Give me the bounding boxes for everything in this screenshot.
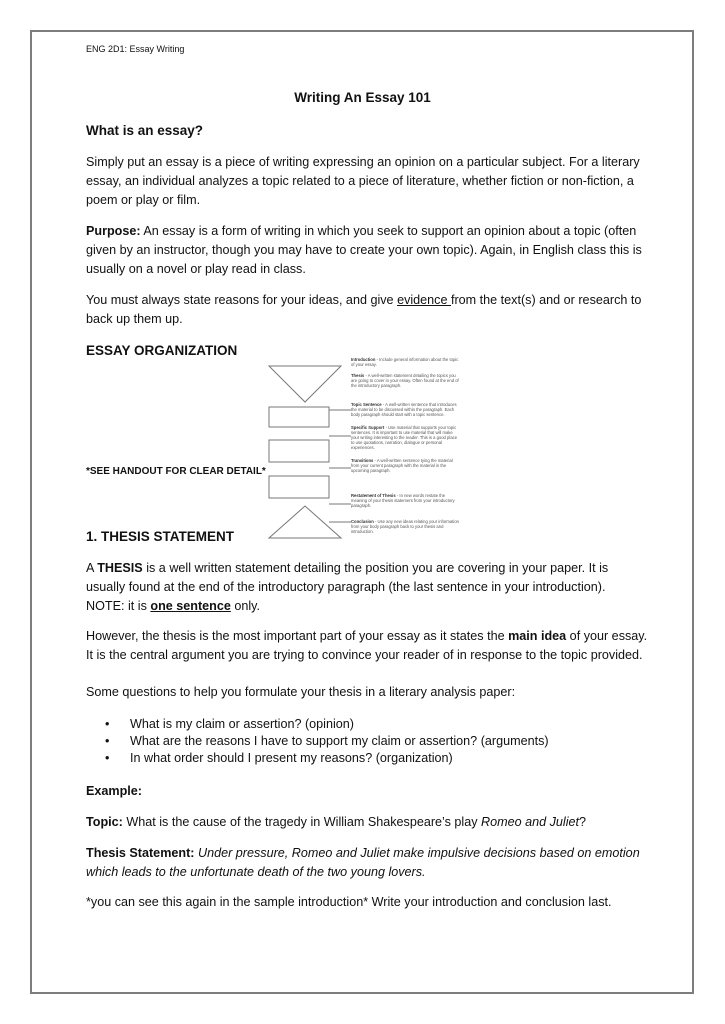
topic-line: Topic: What is the cause of the tragedy in William Shakespeare’s play Romeo and Juliet? bbox=[86, 815, 587, 829]
diagram-note-thesis: Thesis - A well-written statement detailing the topics you are going to cover in your essay. Often found at the end of the introductory paragraph. bbox=[351, 373, 459, 388]
list-item: • In what order should I present my reasons? (organization) bbox=[86, 750, 646, 767]
page-header: ENG 2D1: Essay Writing bbox=[86, 44, 185, 54]
diagram-note-topic-sentence: Topic Sentence - A well-written sentence that introduces the material to be discussed within the paragraph. Each body paragraph should start with a topic sentence. bbox=[351, 402, 457, 417]
diagram-note-conclusion: Conclusion - Use any new ideas relating your information from your body paragraph back to your thesis and introduction. bbox=[351, 519, 459, 534]
diagram-note-introduction: Introduction - Include general information about the topic of your essay. bbox=[351, 357, 459, 367]
body-paragraph-box-3 bbox=[269, 476, 329, 498]
closing-note: *you can see this again in the sample introduction* Write your introduction and conclusion last. bbox=[86, 895, 612, 909]
thesis-definition-paragraph: A THESIS is a well written statement detailing the position you are covering in your paper. It is usually found at the end of the introductory paragraph (the last sentence in your introduction). NOTE: it is one sentence only. bbox=[86, 561, 609, 613]
diagram-note-restatement: Restatement of Thesis - In new words restate the meaning of your thesis statement from your introductory paragraph. bbox=[351, 493, 455, 508]
however-paragraph: However, the thesis is the most important part of your essay as it states the main idea of your essay. It is the central argument you are trying to convince your reader of in response to the topic provided. bbox=[86, 629, 648, 662]
reasons-paragraph: You must always state reasons for your ideas, and give evidence from the text(s) and or research to back up them up. bbox=[86, 293, 642, 326]
purpose-paragraph: Purpose: An essay is a form of writing in which you seek to support an opinion about a topic (often given by an instructor, though you may have to create your own topic). Again, in English class this is usually on a novel or play read in class. bbox=[86, 224, 642, 276]
purpose-label: Purpose: bbox=[86, 224, 141, 238]
diagram-note-specific-support: Specific Support - Use material that supports your topic sentences. It is important to use material that will make your writing interesting to the reader. This is a good place to use quotations, narration, dialogue or personal experiences. bbox=[351, 425, 458, 450]
list-item: • What are the reasons I have to support my claim or assertion? (arguments) bbox=[86, 733, 646, 750]
diagram-note-transitions: Transitions - A well-written sentence tying the material from your current paragraph with the material in the upcoming paragraph. bbox=[351, 458, 453, 473]
body-paragraph-box-1 bbox=[269, 407, 329, 427]
organization-heading: ESSAY ORGANIZATION bbox=[86, 343, 238, 358]
questions-list bbox=[86, 716, 646, 767]
body-paragraph-box-2 bbox=[269, 440, 329, 462]
handout-note: *SEE HANDOUT FOR CLEAR DETAIL* bbox=[86, 466, 266, 477]
introduction-funnel-shape bbox=[269, 366, 341, 402]
questions-intro: Some questions to help you formulate your thesis in a literary analysis paper: bbox=[86, 685, 516, 699]
intro-paragraph: Simply put an essay is a piece of writing expressing an opinion on a particular subject. For a literary essay, an individual analyzes a topic related to a piece of literature, whether fiction or non-fiction, a poem or play or film. bbox=[86, 155, 640, 207]
thesis-heading: 1. THESIS STATEMENT bbox=[86, 529, 235, 544]
example-label: Example: bbox=[86, 784, 142, 798]
what-heading: What is an essay? bbox=[86, 123, 204, 138]
one-sentence-term: one sentence bbox=[150, 599, 231, 613]
evidence-term: evidence bbox=[397, 293, 451, 307]
page-title: Writing An Essay 101 bbox=[294, 90, 431, 105]
thesis-statement-example: Thesis Statement: Under pressure, Romeo and Juliet make impulsive decisions based on emotion which leads to the unfortunate death of the two young lovers. bbox=[86, 846, 640, 879]
essay-organization-diagram bbox=[265, 352, 465, 547]
list-item: • What is my claim or assertion? (opinion) bbox=[86, 716, 646, 733]
